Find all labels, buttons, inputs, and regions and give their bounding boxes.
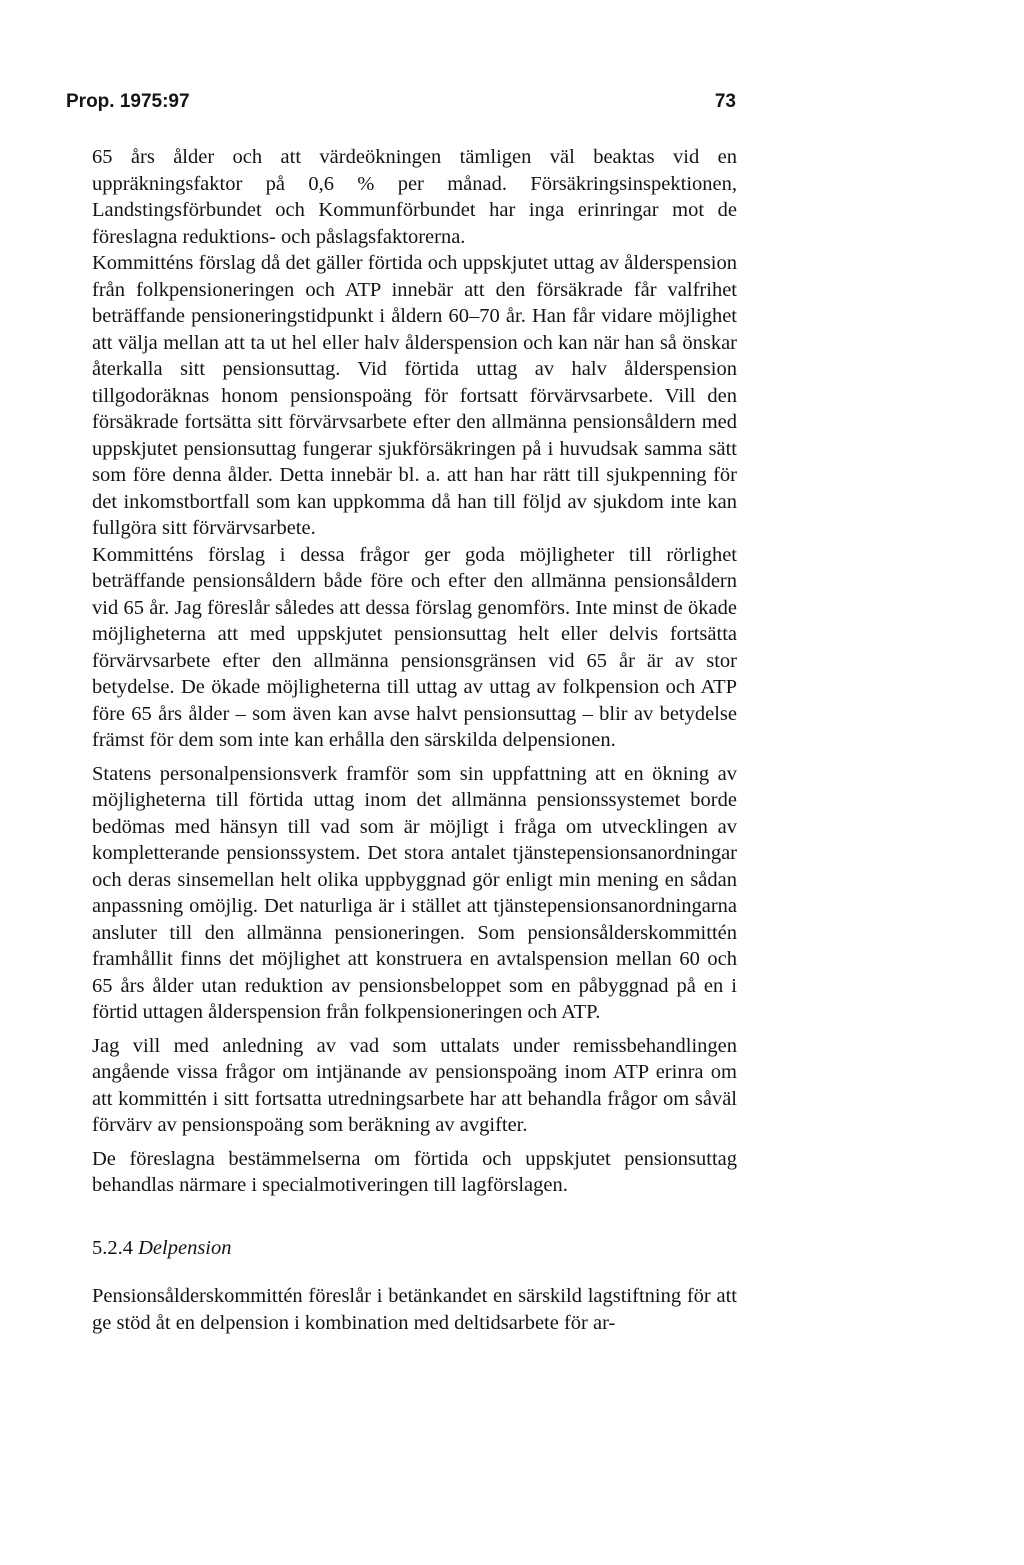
paragraph: Jag vill med anledning av vad som uttalats under remissbehandlingen angående vissa frågor om intjänande av pensionspoäng inom ATP erinra om att kommittén i sitt fortsatta utredningsarbete har att behandla frågor om såväl förvärv av pensionspoäng som beräkning av avgifter. [92, 1034, 737, 1136]
paragraph: De föreslagna bestämmelserna om förtida och uppskjutet pensionsuttag behandlas närmare i specialmotiveringen till lagförslagen. [92, 1147, 737, 1196]
page-number: 73 [714, 91, 736, 112]
paragraph: 65 års ålder och att värdeökningen tämligen väl beaktas vid en uppräkningsfaktor på 0,6 % per månad. Försäkringsinspektionen, Landstingsförbundet och Kommunförbundet har inga erinringar mot de föreslagna reduktions- och påslagsfaktorerna. [92, 146, 737, 248]
body-text [92, 144, 737, 1336]
paragraph: Pensionsålderskommittén föreslår i betänkandet en särskild lagstiftning för att ge stöd åt en delpension i kombination med deltidsarbete för ar- [92, 1285, 737, 1334]
running-header [66, 91, 736, 119]
proposition-reference: Prop. 1975:97 [66, 91, 190, 112]
section-heading [92, 1235, 737, 1262]
paragraph: Kommitténs förslag då det gäller förtida och uppskjutet uttag av ålderspension från folkpensioneringen och ATP innebär att den försäkrade får valfrihet beträffande pensioneringstidpunkt i åldern 60–70 år. Han får vidare möjlighet att välja mellan att ta ut hel eller halv ålderspension och kan när han så önskar återkalla sitt pensionsuttag. Vid förtida uttag av halv ålderspension tillgodoräknas honom pensionspoäng för fortsatt förvärvsarbete. Vill den försäkrade fortsätta sitt förvärvsarbete efter den allmänna pensionsåldern med uppskjutet pensionsuttag fungerar sjukförsäkringen på i huvudsak samma sätt som före denna ålder. Detta innebär bl. a. att han har rätt till sjukpenning för det inkomstbortfall som kan uppkomma då han till följd av sjukdom inte kan fullgöra sitt förvärvsarbete. [92, 252, 737, 539]
paragraph: Kommitténs förslag i dessa frågor ger goda möjligheter till rörlighet beträffande pensionsåldern både före och efter den allmänna pensionsåldern vid 65 år. Jag föreslår således att dessa förslag genomförs. Inte minst de ökade möjligheterna att med uppskjutet pensionsuttag helt eller delvis fortsätta förvärvsarbete efter den allmänna pensionsgränsen vid 65 år är av stor betydelse. De ökade möjligheterna till uttag av uttag av folkpension och ATP före 65 års ålder – som även kan avse halvt pensionsuttag – blir av betydelse främst för dem som inte kan erhålla den särskilda delpensionen. [92, 543, 737, 751]
section-number: 5.2.4 [92, 1236, 133, 1259]
section-title: Delpension [138, 1236, 232, 1259]
paragraph: Statens personalpensionsverk framför som sin uppfattning att en ökning av möjligheterna till förtida uttag inom det allmänna pensionssystemet borde bedömas med hänsyn till vad som är möjligt i fråga om utvecklingen av kompletterande pensionssystem. Det stora antalet tjänstepensionsanordningar och deras sinsemellan helt olika uppbyggnad gör enligt min mening en sådan anpassning omöjlig. Det naturliga är i stället att tjänstepensionsanordningarna ansluter till den allmänna pensioneringen. Som pensionsålderskommittén framhållit finns det möjlighet att konstruera en avtalspension mellan 60 och 65 års ålder utan reduktion av pensionsbeloppet som en påbyggnad på en i förtid uttagen ålderspension från folkpensioneringen och ATP. [92, 762, 737, 1023]
